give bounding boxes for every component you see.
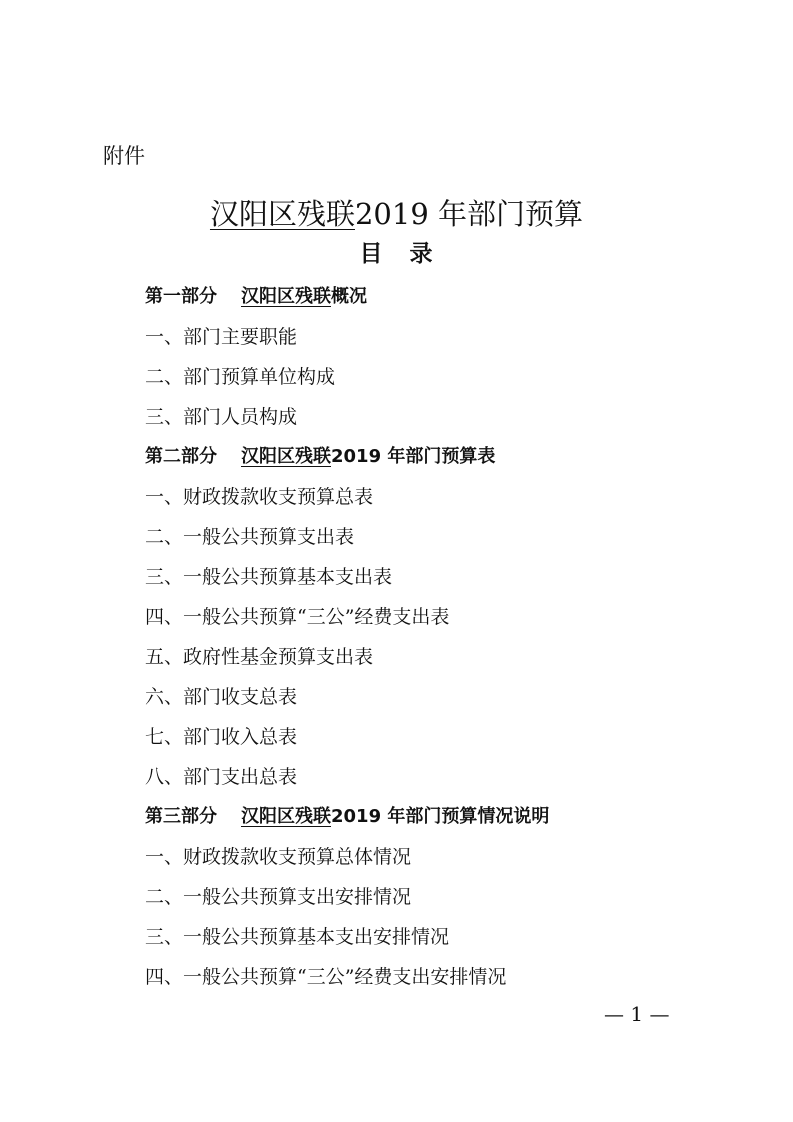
toc-part-3[interactable] [145, 800, 705, 840]
part-label: 第一部分 [145, 286, 217, 307]
toc-item[interactable]: 七、部门收入总表 [145, 726, 298, 748]
toc-item[interactable]: 二、部门预算单位构成 [145, 366, 336, 388]
toc-item[interactable]: 三、一般公共预算基本支出表 [145, 566, 393, 588]
toc-item[interactable]: 一、部门主要职能 [145, 326, 298, 348]
toc-item[interactable]: 八、部门支出总表 [145, 766, 298, 788]
toc-heading-char2: 录 [409, 241, 434, 267]
part-suffix: 2019 年部门预算情况说明 [331, 806, 550, 827]
title-rest: 2019 年部门预算 [354, 197, 584, 231]
part-org-name: 汉阳区残联 [241, 286, 331, 307]
part-suffix: 2019 年部门预算表 [331, 446, 496, 467]
toc-item[interactable]: 一、财政拨款收支预算总表 [145, 486, 374, 508]
table-of-contents [145, 280, 705, 1000]
attachment-label: 附件 [103, 144, 145, 168]
part-org-name: 汉阳区残联 [241, 806, 331, 827]
toc-item[interactable]: 三、一般公共预算基本支出安排情况 [145, 926, 450, 948]
toc-item[interactable]: 三、部门人员构成 [145, 406, 298, 428]
part-label: 第三部分 [145, 806, 217, 827]
toc-item[interactable]: 六、部门收支总表 [145, 686, 298, 708]
toc-heading-char1: 目 [359, 241, 384, 267]
toc-item[interactable]: 二、一般公共预算支出表 [145, 526, 355, 548]
page-number: — 1 — [604, 1002, 670, 1026]
toc-item[interactable]: 一、财政拨款收支预算总体情况 [145, 846, 412, 868]
toc-item[interactable]: 四、一般公共预算“三公”经费支出安排情况 [145, 966, 507, 988]
part-org-name: 汉阳区残联 [241, 446, 331, 467]
toc-part-2[interactable] [145, 440, 705, 480]
toc-item[interactable]: 四、一般公共预算“三公”经费支出表 [145, 606, 450, 628]
toc-item[interactable]: 五、政府性基金预算支出表 [145, 646, 374, 668]
title-org-name: 汉阳区残联 [209, 197, 355, 231]
document-title [0, 196, 793, 232]
toc-part-1[interactable] [145, 280, 705, 320]
part-suffix: 概况 [331, 286, 367, 307]
part-label: 第二部分 [145, 446, 217, 467]
toc-heading [0, 240, 793, 268]
toc-item[interactable]: 二、一般公共预算支出安排情况 [145, 886, 412, 908]
